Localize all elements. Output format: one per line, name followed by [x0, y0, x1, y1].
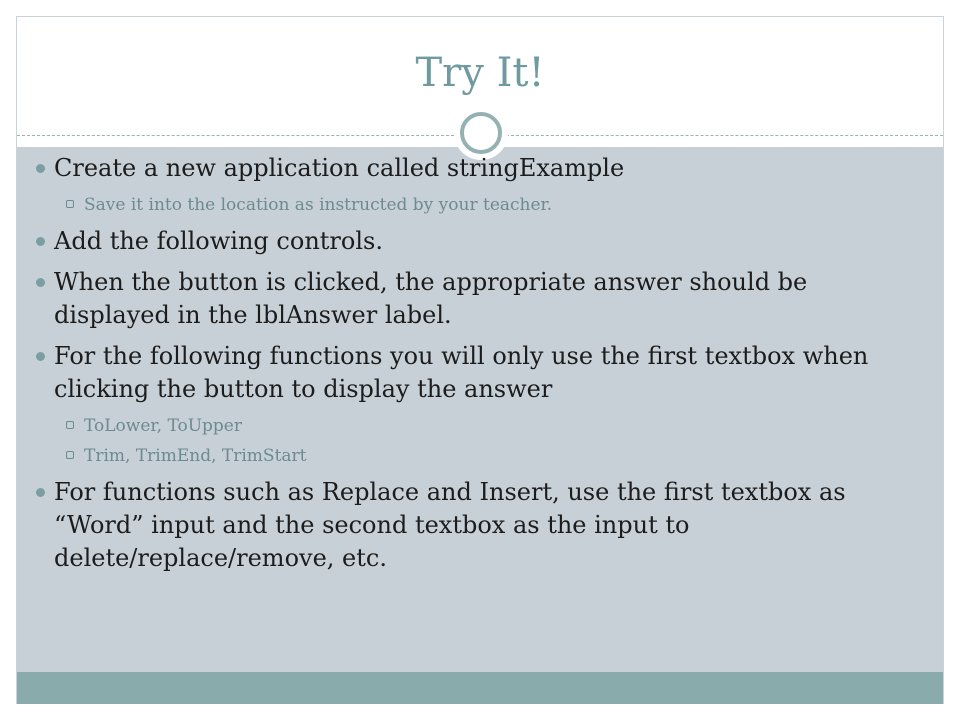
bullet-dot-icon [36, 352, 45, 361]
sub-bullet-text: Save it into the location as instructed by your teacher. [84, 195, 553, 215]
sub-bullet-text: Trim, TrimEnd, TrimStart [84, 446, 307, 466]
bullet-item [36, 152, 876, 185]
bullet-text: For the following functions you will only use the first textbox when clicking the button to display the answer [54, 342, 869, 403]
bullet-text: Create a new application called stringExample [54, 154, 625, 182]
sub-bullet-item [36, 193, 876, 217]
bullet-text: When the button is clicked, the appropriate answer should be displayed in the lblAnswer label. [54, 268, 808, 329]
bullet-text: Add the following controls. [54, 227, 383, 255]
sub-bullet-item [36, 444, 876, 468]
bullet-dot-icon [36, 164, 45, 173]
bullet-item [36, 476, 876, 575]
sub-bullet-square-icon [66, 200, 74, 208]
sub-bullet-square-icon [66, 451, 74, 459]
bullet-item [36, 266, 876, 332]
bullet-dot-icon [36, 278, 45, 287]
sub-bullet-text: ToLower, ToUpper [84, 416, 242, 436]
bullet-dot-icon [36, 488, 45, 497]
bullet-dot-icon [36, 237, 45, 246]
sub-bullet-item [36, 414, 876, 438]
bullet-item [36, 340, 876, 406]
sub-bullet-square-icon [66, 421, 74, 429]
bullet-item [36, 225, 876, 258]
bullet-list [36, 152, 876, 575]
slide-title: Try It! [415, 50, 545, 96]
bullet-text: For functions such as Replace and Insert, use the first textbox as “Word” input and the second textbox as the input to delete/replace/remove, etc. [54, 478, 846, 572]
footer-bar [17, 672, 943, 704]
